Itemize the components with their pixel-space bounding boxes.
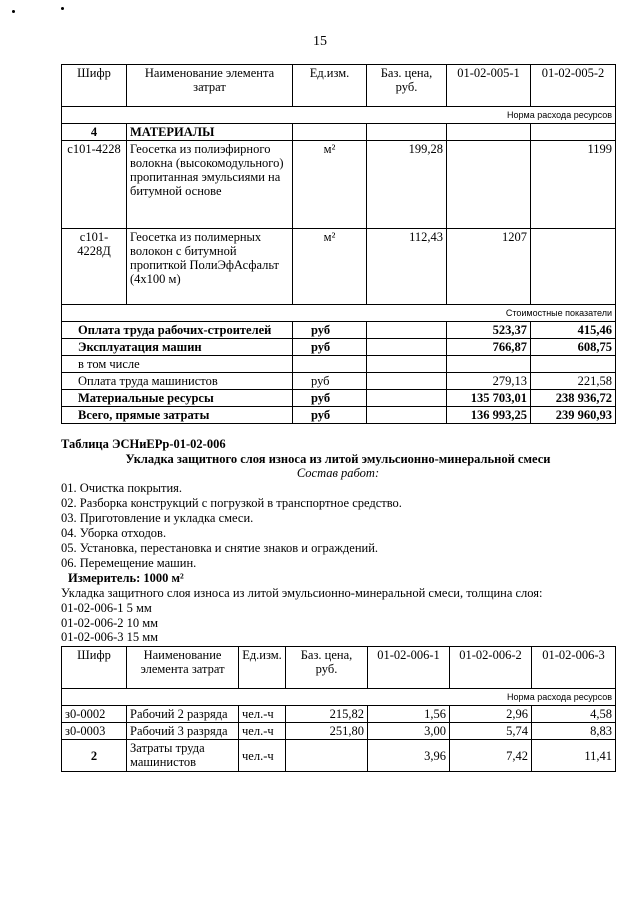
resource-unit: чел.-ч — [239, 723, 286, 740]
norm-row — [62, 107, 616, 124]
header-name: Наименование элемента затрат — [127, 647, 239, 689]
cost-row — [62, 390, 616, 407]
material-unit: м² — [293, 141, 367, 229]
material-name: Геосетка из полимерных волокон с битумной пропиткой ПолиЭфАсфальт (4х100 м) — [127, 229, 293, 305]
cost-name: Всего, прямые затраты — [62, 407, 293, 424]
cost-value-1: 523,37 — [447, 322, 531, 339]
machinists-price — [286, 740, 368, 772]
work-item: 04. Уборка отходов. — [61, 526, 167, 540]
cost-name: Эксплуатация машин — [62, 339, 293, 356]
resource-price: 251,80 — [286, 723, 368, 740]
resource-name: Рабочий 3 разряда — [127, 723, 239, 740]
table-row — [62, 706, 616, 723]
cost-name: Оплата труда машинистов — [62, 373, 293, 390]
machinists-value-3: 11,41 — [532, 740, 616, 772]
header-col1: 01-02-005-1 — [447, 65, 531, 107]
cost-value-1: 135 703,01 — [447, 390, 531, 407]
cost-row — [62, 407, 616, 424]
table-label: Таблица ЭСНиЕРр-01-02-006 — [61, 437, 226, 451]
resource-value-3: 4,58 — [532, 706, 616, 723]
norm-row — [62, 689, 616, 706]
table-row — [62, 723, 616, 740]
header-price: Баз. цена, руб. — [367, 65, 447, 107]
norm-label: Норма расхода ресурсов — [62, 689, 616, 706]
table-header-row — [62, 647, 616, 689]
resource-price: 215,82 — [286, 706, 368, 723]
resource-unit: чел.-ч — [239, 706, 286, 723]
resource-value-2: 5,74 — [450, 723, 532, 740]
section-title: МАТЕРИАЛЫ — [127, 124, 293, 141]
meter: Измеритель: 1000 м² — [68, 571, 184, 585]
resource-code: з0-0002 — [62, 706, 127, 723]
table-row — [62, 141, 616, 229]
cost-value-2: 239 960,93 — [531, 407, 616, 424]
material-price: 199,28 — [367, 141, 447, 229]
work-item: 06. Перемещение машин. — [61, 556, 197, 570]
resource-value-3: 8,83 — [532, 723, 616, 740]
cost-value-1: 136 993,25 — [447, 407, 531, 424]
material-value-1: 1207 — [447, 229, 531, 305]
material-value-2 — [531, 229, 616, 305]
header-unit: Ед.изм. — [293, 65, 367, 107]
cost-unit: руб — [293, 407, 367, 424]
resource-value-1: 3,00 — [368, 723, 450, 740]
cost-row — [62, 356, 616, 373]
page-number: 15 — [313, 34, 327, 49]
norm-label: Норма расхода ресурсов — [62, 107, 616, 124]
variant: 01-02-006-2 10 мм — [61, 616, 159, 630]
machinists-value-1: 3,96 — [368, 740, 450, 772]
table-row — [62, 229, 616, 305]
resource-table-2 — [61, 646, 616, 772]
works-label: Состав работ: — [296, 466, 380, 480]
resource-value-1: 1,56 — [368, 706, 450, 723]
work-item: 03. Приготовление и укладка смеси. — [61, 511, 254, 525]
section-title: Укладка защитного слоя износа из литой эмульсионно-минеральной смеси — [125, 452, 551, 466]
header-name: Наименование элемента затрат — [127, 65, 293, 107]
machinists-code: 2 — [62, 740, 127, 772]
cost-value-2: 238 936,72 — [531, 390, 616, 407]
material-name: Геосетка из полиэфирного волокна (высокомодульного) пропитанная эмульсиями на битумной основе — [127, 141, 293, 229]
resource-value-2: 2,96 — [450, 706, 532, 723]
header-price: Баз. цена, руб. — [286, 647, 368, 689]
cost-value-1: 766,87 — [447, 339, 531, 356]
work-item: 05. Установка, перестановка и снятие знаков и ограждений. — [61, 541, 379, 555]
scan-speck — [61, 7, 64, 10]
cost-value-2: 608,75 — [531, 339, 616, 356]
cost-name: Материальные ресурсы — [62, 390, 293, 407]
cost-unit: руб — [293, 339, 367, 356]
header-col1: 01-02-006-1 — [368, 647, 450, 689]
cost-unit: руб — [293, 373, 367, 390]
material-value-1 — [447, 141, 531, 229]
cost-value-2: 415,46 — [531, 322, 616, 339]
cost-name: Оплата труда рабочих-строителей — [62, 322, 293, 339]
cost-row — [62, 339, 616, 356]
resource-name: Рабочий 2 разряда — [127, 706, 239, 723]
description: Укладка защитного слоя износа из литой эмульсионно-минеральной смеси, толщина слоя: — [61, 586, 543, 600]
scan-speck — [12, 10, 15, 13]
work-item: 01. Очистка покрытия. — [61, 481, 183, 495]
machinists-value-2: 7,42 — [450, 740, 532, 772]
cost-value-2: 221,58 — [531, 373, 616, 390]
resource-code: з0-0003 — [62, 723, 127, 740]
cost-label-row — [62, 305, 616, 322]
variant: 01-02-006-1 5 мм — [61, 601, 152, 615]
cost-name: в том числе — [62, 356, 293, 373]
header-col2: 01-02-005-2 — [531, 65, 616, 107]
table-row — [62, 740, 616, 772]
header-col2: 01-02-006-2 — [450, 647, 532, 689]
table-header-row — [62, 65, 616, 107]
material-price: 112,43 — [367, 229, 447, 305]
cost-row — [62, 373, 616, 390]
material-value-2: 1199 — [531, 141, 616, 229]
cost-row — [62, 322, 616, 339]
cost-unit: руб — [293, 390, 367, 407]
header-code: Шифр — [62, 65, 127, 107]
header-code: Шифр — [62, 647, 127, 689]
machinists-unit: чел.-ч — [239, 740, 286, 772]
material-code: с101-4228Д — [62, 229, 127, 305]
material-unit: м² — [293, 229, 367, 305]
header-col3: 01-02-006-3 — [532, 647, 616, 689]
resource-table-1 — [61, 64, 616, 424]
variant: 01-02-006-3 15 мм — [61, 630, 159, 644]
section-row — [62, 124, 616, 141]
cost-label: Стоимостные показатели — [62, 305, 616, 322]
machinists-name: Затраты труда машинистов — [127, 740, 239, 772]
header-unit: Ед.изм. — [239, 647, 286, 689]
work-item: 02. Разборка конструкций с погрузкой в транспортное средство. — [61, 496, 402, 510]
cost-unit: руб — [293, 322, 367, 339]
material-code: с101-4228 — [62, 141, 127, 229]
section-number: 4 — [62, 124, 127, 141]
cost-value-1: 279,13 — [447, 373, 531, 390]
